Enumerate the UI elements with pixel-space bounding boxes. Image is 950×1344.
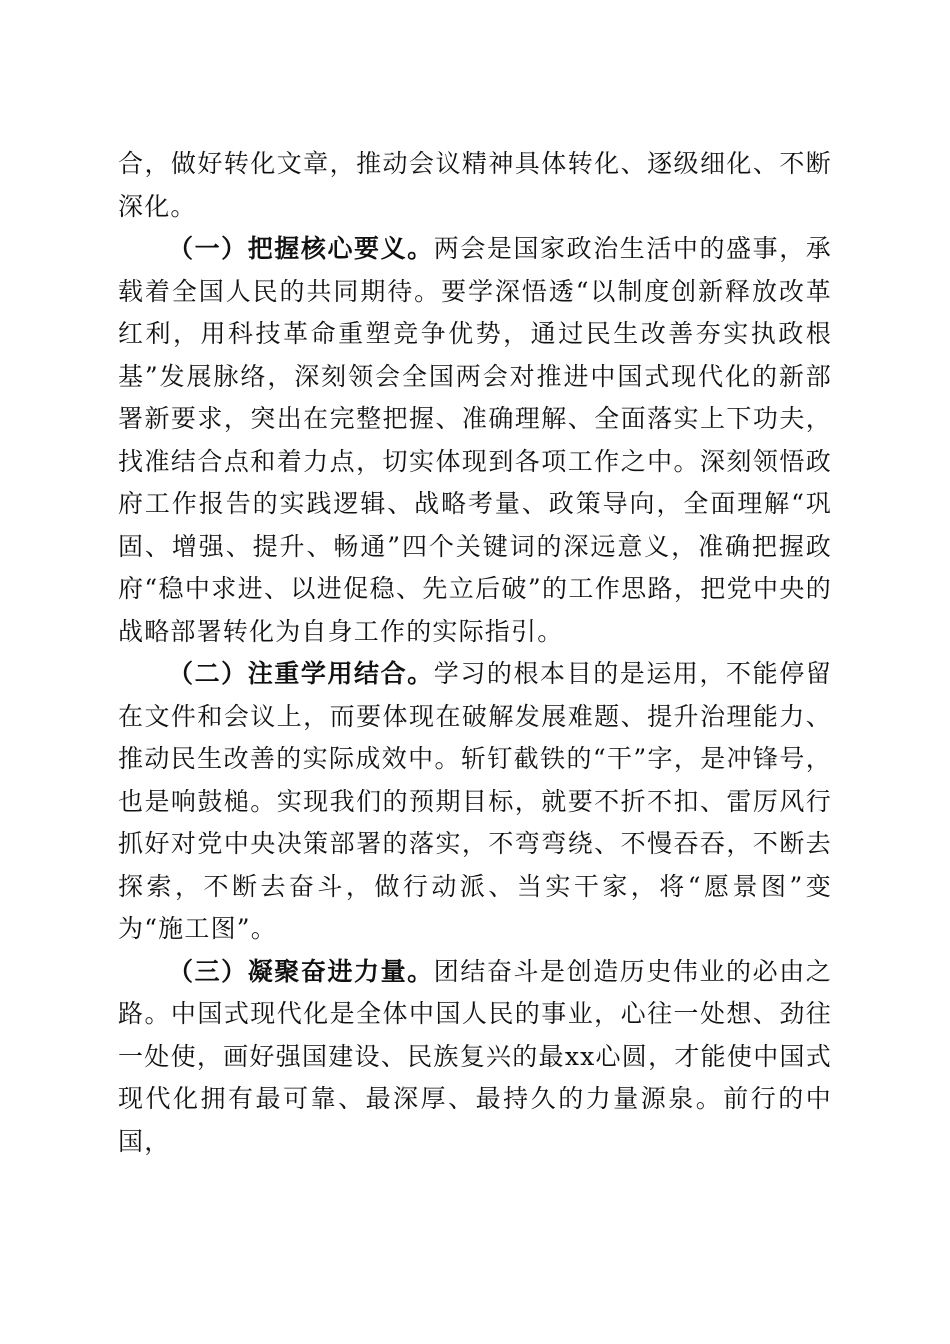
paragraph-gather-strength: [118, 951, 832, 1164]
section-heading-core-meaning: （一）把握核心要义。: [168, 234, 434, 263]
paragraph-continuation: [118, 143, 832, 228]
section-heading-learning-application: （二）注重学用结合。: [168, 659, 434, 688]
paragraph-core-meaning: [118, 228, 832, 653]
paragraph-text: 团结奋斗是创造历史伟业的必由之路。中国式现代化是全体中国人民的事业，心往一处想、劲往一处使，画好强国建设、民族复兴的最xx心圆，才能使中国式现代化拥有最可靠、最深厚、最持久的力量源泉。前行的中国，: [118, 956, 832, 1156]
paragraph-text: 学习的根本目的是运用，不能停留在文件和会议上，而要体现在破解发展难题、提升治理能力、推动民生改善的实际成效中。斩钉截铁的“干”字，是冲锋号，也是响鼓槌。实现我们的预期目标，就要不折不扣、雷厉风行抓好对党中央决策部署的落实，不弯弯绕、不慢吞吞，不断去探索，不断去奋斗，做行动派、当实干家，将“愿景图”变为“施工图”。: [118, 659, 832, 943]
paragraph-text: 两会是国家政治生活中的盛事，承载着全国人民的共同期待。要学深悟透“以制度创新释放改革红利，用科技革命重塑竞争优势，通过民生改善夯实执政根基”发展脉络，深刻领会全国两会对推进中国式现代化的新部署新要求，突出在完整把握、准确理解、全面落实上下功夫，找准结合点和着力点，切实体现到各项工作之中。深刻领悟政府工作报告的实践逻辑、战略考量、政策导向，全面理解“巩固、增强、提升、畅通”四个关键词的深远意义，准确把握政府“稳中求进、以进促稳、先立后破”的工作思路，把党中央的战略部署转化为自身工作的实际指引。: [118, 234, 832, 646]
paragraph-learning-application: [118, 653, 832, 951]
paragraph-text: 合，做好转化文章，推动会议精神具体转化、逐级细化、不断深化。: [118, 149, 832, 221]
document-body: [118, 143, 832, 1163]
section-heading-gather-strength: （三）凝聚奋进力量。: [168, 956, 434, 986]
